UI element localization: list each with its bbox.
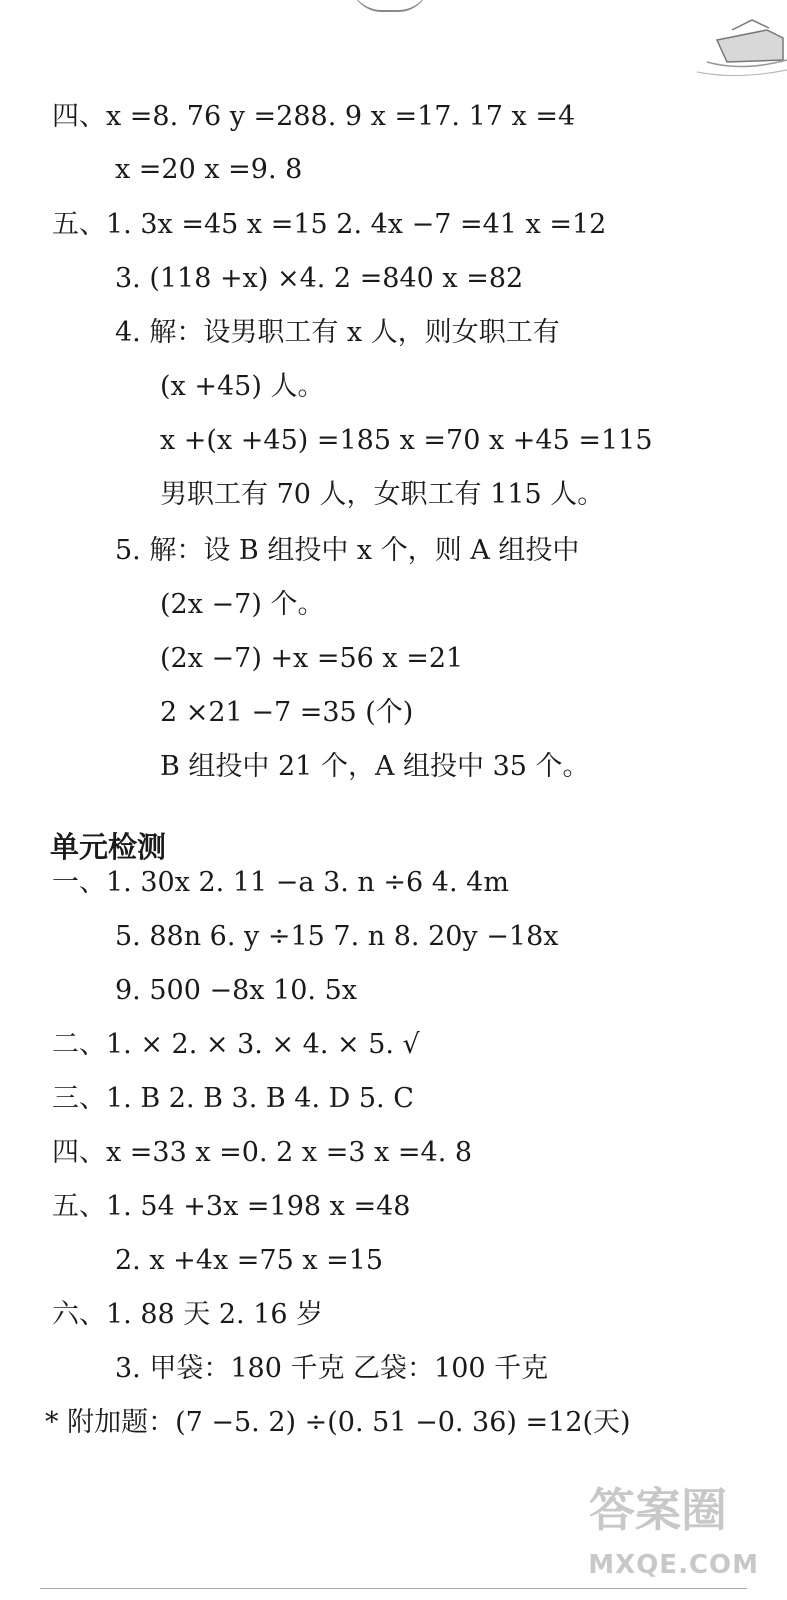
answer-line: 3. 甲袋：180 千克 乙袋：100 千克	[115, 1353, 549, 1384]
answer-line: 二、1. × 2. × 3. × 4. × 5. √	[52, 1029, 420, 1060]
answer-line: 2 ×21 −7 =35 (个)	[160, 697, 414, 728]
answer-line: 四、x =8. 76 y =288. 9 x =17. 17 x =4	[52, 101, 576, 132]
watermark-url: MXQE.COM	[588, 1550, 759, 1580]
section-title: 单元检测	[50, 830, 167, 864]
answer-line: 五、1. 54 +3x =198 x =48	[52, 1191, 411, 1222]
answer-line: B 组投中 21 个，A 组投中 35 个。	[160, 751, 590, 782]
answer-line: 9. 500 −8x 10. 5x	[115, 975, 357, 1006]
answer-line: 5. 88n 6. y ÷15 7. n 8. 20y −18x	[115, 921, 559, 952]
page-top-curve	[350, 0, 430, 12]
answer-line: 2. x +4x =75 x =15	[115, 1245, 384, 1276]
answer-line: x =20 x =9. 8	[115, 154, 303, 185]
answer-line: 六、1. 88 天 2. 16 岁	[52, 1299, 324, 1330]
answer-line: 4. 解：设男职工有 x 人，则女职工有	[115, 317, 560, 348]
answer-line: x +(x +45) =185 x =70 x +45 =115	[160, 425, 653, 456]
answer-line: 5. 解：设 B 组投中 x 个，则 A 组投中	[115, 535, 580, 566]
answer-line: (2x −7) +x =56 x =21	[160, 643, 464, 674]
answer-line: (2x −7) 个。	[160, 589, 325, 620]
answer-line: * 附加题：(7 −5. 2) ÷(0. 51 −0. 36) =12(天)	[45, 1407, 631, 1438]
answer-line: (x +45) 人。	[160, 371, 325, 402]
answer-line: 3. (118 +x) ×4. 2 =840 x =82	[115, 263, 524, 294]
answer-line: 男职工有 70 人，女职工有 115 人。	[160, 479, 605, 510]
answer-line: 三、1. B 2. B 3. B 4. D 5. C	[52, 1083, 414, 1114]
watermark-logo: 答案圈	[589, 1483, 727, 1537]
answer-line: 五、1. 3x =45 x =15 2. 4x −7 =41 x =12	[52, 209, 607, 240]
answer-line: 一、1. 30x 2. 11 −a 3. n ÷6 4. 4m	[52, 867, 509, 898]
answer-line: 四、x =33 x =0. 2 x =3 x =4. 8	[52, 1137, 473, 1168]
corner-ship-illustration	[697, 0, 787, 80]
bottom-rule	[40, 1588, 747, 1589]
